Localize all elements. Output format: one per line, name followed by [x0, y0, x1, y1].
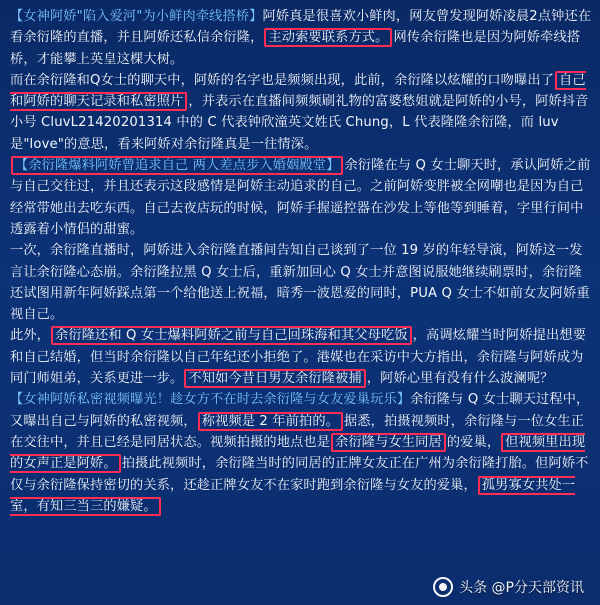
highlighted-phrase: 不知如今昔日男友余衍隆被捕	[184, 369, 365, 388]
section-lead: 【女神阿娇私密视频曝光！趁女方不在时去余衍隆与女友爱巢玩乐】	[10, 392, 411, 408]
paragraph-text: 网传余衍隆也是因为阿娇牵线搭桥，才能攀上英皇这棵大树。	[10, 30, 581, 67]
highlighted-phrase: 余衍隆与女生同居	[331, 433, 446, 452]
paragraph-text: 拍摄此视频时，余衍隆当时的同居的正牌女友正在广州为余衍隆打胎。但阿娇不仅与余衍隆保持密切的关系，还趁正牌女友不在家时跑到余衍隆与女友的爱巢，	[10, 456, 589, 493]
highlighted-phrase: 主动索要联系方式。	[264, 28, 392, 47]
article-body	[10, 6, 592, 517]
paragraph-text: 的爱巢，	[446, 434, 501, 450]
circle-logo-icon	[433, 577, 453, 597]
highlighted-phrase: 余衍隆还和 Q 女士爆料阿娇之前与自己回珠海和其父母吃饭	[51, 326, 412, 345]
section-lead: 【女神阿娇"陷入爱河"为小鲜肉牵线搭桥】	[10, 9, 263, 24]
highlighted-phrase: 【余衍隆爆料阿娇曾追求自己 两人差点步入婚姻殿堂】	[11, 156, 343, 175]
paragraph-text: 据悉，拍摄视频时，余衍隆与一位女生正在交往中，并且已经是同居状态。视频拍摄的地点也是	[10, 413, 585, 450]
paragraph-text: 一次，余衍隆直播时，阿娇进入余衍隆直播间告知自己谈到了一位 19 岁的年轻导演，阿娇这一发言让余衍隆心态崩。余衍隆拉黑 Q 女士后，重新加回心 Q 女士并意图说服她继续刷票时，余衍隆还试图用新年阿娇踩点第一个给他送上祝福，暗秀一波恩爱的同时，PUA Q 女士不如前女友阿娇重视自己。	[10, 243, 590, 323]
highlighted-phrase: 但视频里出现的女声正是阿娇。	[10, 434, 586, 472]
paragraph	[10, 6, 592, 70]
highlighted-phrase: 孤男寡女共处一室，有知三当三的嫌疑。	[10, 477, 576, 514]
paragraph-text: 而在余衍隆和Q女士的聊天中，阿娇的名字也是频频出现，此前，余衍隆以炫耀的口吻曝出了	[10, 72, 555, 88]
paragraph	[10, 240, 592, 325]
paragraph-text: 阿娇真是很喜欢小鲜肉，网友曾发现阿娇凌晨2点钟还在看余衍隆的直播，并且阿娇还私信余衍隆，	[10, 9, 592, 46]
paragraph-text: 此外，	[10, 328, 51, 344]
paragraph	[10, 70, 592, 155]
paragraph-text: ，高调炫耀当时阿娇提出想要和自己结婚，但当时余衍隆以自己年纪还小拒绝了。港媒也在采访中大方指出，余衍隆与阿娇成为同门师姐弟，关系更进一步。	[10, 328, 587, 387]
paragraph-text: 余衍隆在与 Q 女士聊天时，承认阿娇之前与自己交往过，并且还表示这段感情是阿娇主动追求的自己。之前阿娇变胖被全网嘲也是因为自己经常带她出去吃东西。自己去夜店玩的时候，阿娇手握遥控器在沙发上等他等到睡着，字里行间中透露着小情侣的甜蜜。	[10, 158, 591, 237]
watermark-text: 头条 @P分天部资讯	[459, 580, 584, 596]
paragraph	[10, 325, 592, 389]
paragraph-text: ，并表示在直播间频频刷礼物的富婆愁姐就是阿娇的小号，阿娇抖音小号 CluvL21420201314 中的 C 代表钟欣潼英文姓氏 Chung，L 代表隆隆余衍隆，而 luv 是"love"的意思，看来阿娇对余衍隆真是一往情深。	[10, 94, 589, 152]
paragraph-text: ，阿娇心里有没有什么波澜呢？	[366, 371, 554, 387]
watermark	[433, 577, 584, 597]
paragraph	[10, 155, 592, 240]
highlighted-phrase: 称视频是 2 年前拍的。	[198, 412, 343, 431]
paragraph	[10, 389, 592, 517]
highlighted-phrase: 自己和阿娇的聊天记录和私密照片	[10, 72, 586, 110]
paragraph-text: 余衍隆与 Q 女士聊天过程中，又曝出自己与阿娇的私密视频，	[10, 392, 590, 429]
